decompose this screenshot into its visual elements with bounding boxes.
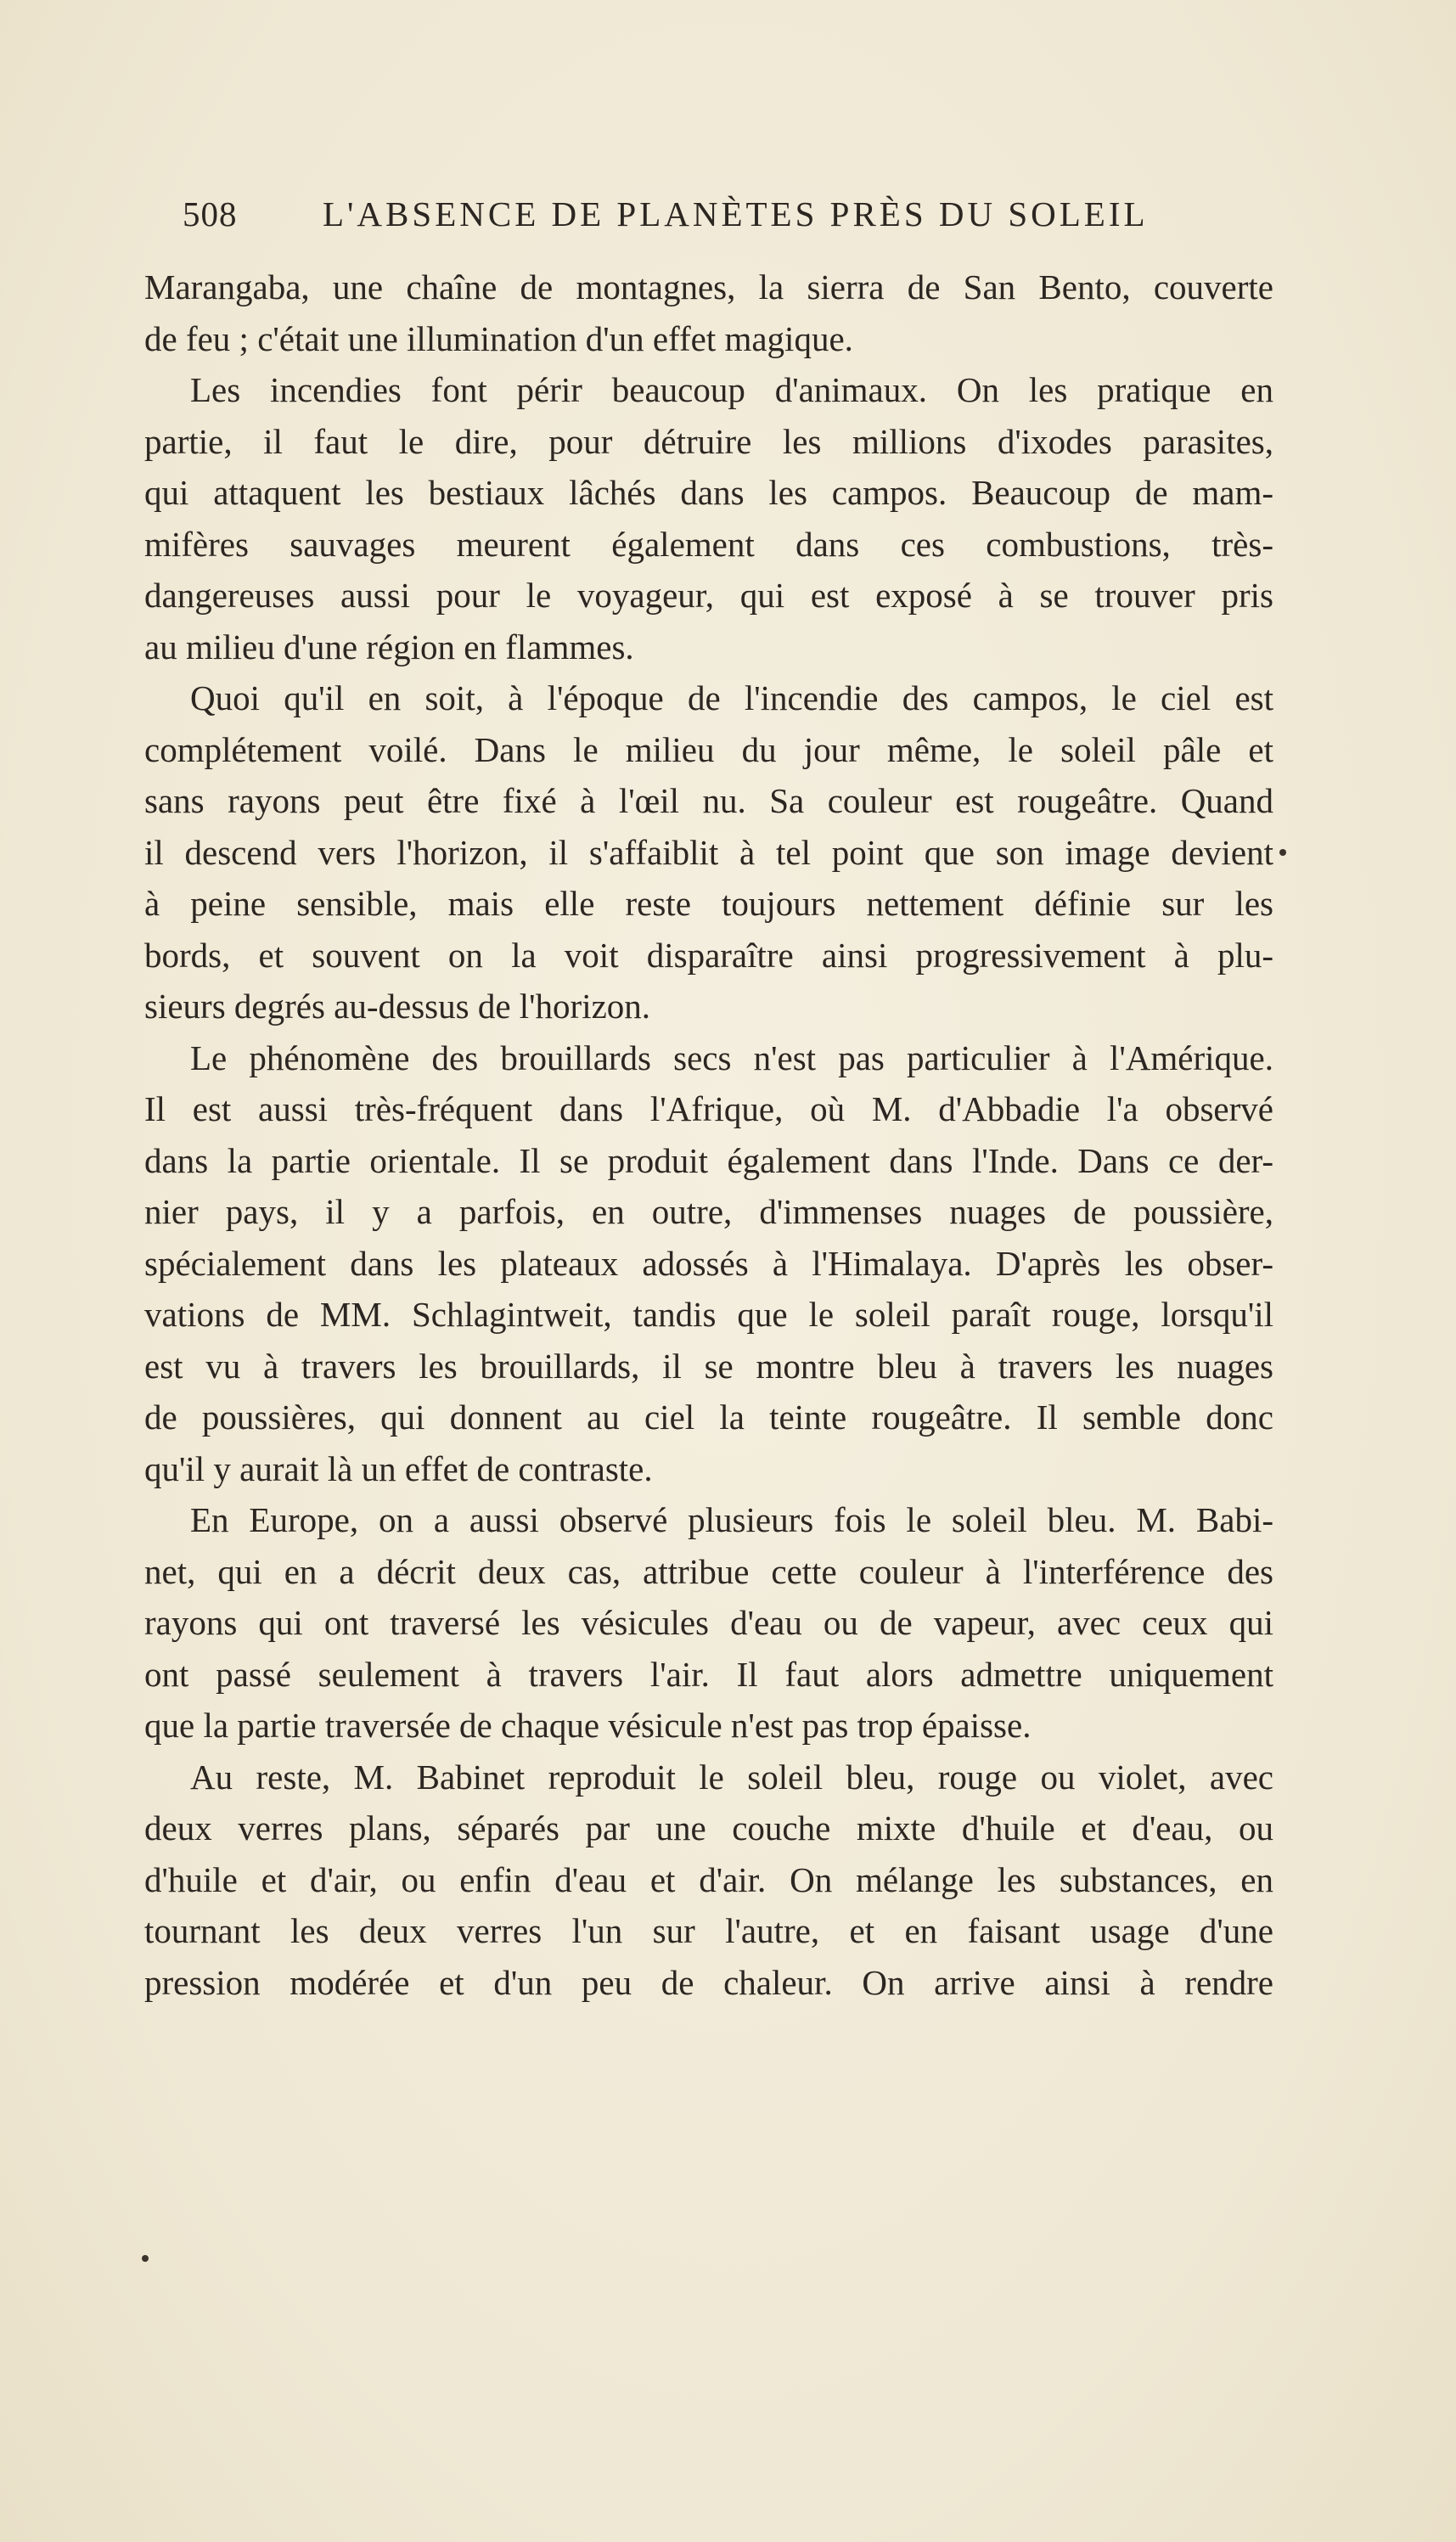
text-line: qu'il y aurait là un effet de contraste. [144, 1448, 653, 1488]
ink-speck [1279, 849, 1286, 856]
text-line: au milieu d'une région en flammes. [144, 627, 634, 666]
text-line: ont passé seulement à travers l'air. Il faut alors admettre uniquement [144, 1654, 1273, 1694]
text-line: qui attaquent les bestiaux lâchés dans les campos. Beaucoup de mam- [144, 473, 1273, 512]
text-line: complétement voilé. Dans le milieu du jour même, le soleil pâle et [144, 729, 1273, 769]
text-line: Marangaba, une chaîne de montagnes, la sierra de San Bento, couverte [144, 267, 1273, 307]
text-line: rayons qui ont traversé les vésicules d'eau ou de vapeur, avec ceux qui [144, 1603, 1273, 1642]
text-line: de feu ; c'était une illumination d'un effet magique. [144, 318, 853, 358]
text-line: mifères sauvages meurent également dans ces combustions, très- [144, 524, 1273, 564]
text-line: sieurs degrés au-dessus de l'horizon. [144, 987, 651, 1026]
text-line: bords, et souvent on la voit disparaître ainsi progressivement à plu- [144, 935, 1273, 975]
ink-speck [142, 2255, 149, 2262]
text-line: de poussières, qui donnent au ciel la teinte rougeâtre. Il semble donc [144, 1398, 1273, 1437]
text-line: tournant les deux verres l'un sur l'autre, et en faisant usage d'une [144, 1911, 1273, 1950]
text-line: Au reste, M. Babinet reproduit le soleil bleu, rouge ou violet, avec [190, 1757, 1273, 1797]
text-line: pression modérée et d'un peu de chaleur. On arrive ainsi à rendre [144, 1962, 1273, 2002]
text-line: partie, il faut le dire, pour détruire les millions d'ixodes parasites, [144, 421, 1273, 461]
text-line: à peine sensible, mais elle reste toujours nettement définie sur les [144, 884, 1273, 923]
text-line: Les incendies font périr beaucoup d'animaux. On les pratique en [190, 370, 1273, 409]
text-line: vations de MM. Schlagintweit, tandis que le soleil paraît rouge, lorsqu'il [144, 1295, 1273, 1334]
text-line: net, qui en a décrit deux cas, attribue cette couleur à l'interférence des [144, 1551, 1273, 1591]
text-line: spécialement dans les plateaux adossés à l'Himalaya. D'après les obser- [144, 1243, 1273, 1283]
text-line: dans la partie orientale. Il se produit également dans l'Inde. Dans ce der- [144, 1140, 1273, 1180]
text-line: Il est aussi très-fréquent dans l'Afrique, où M. d'Abbadie l'a observé [144, 1089, 1273, 1128]
text-line: Le phénomène des brouillards secs n'est pas particulier à l'Amérique. [190, 1038, 1273, 1077]
page-header [183, 194, 1278, 245]
body-text [144, 262, 1273, 2008]
text-line: deux verres plans, séparés par une couche mixte d'huile et d'eau, ou [144, 1808, 1273, 1847]
text-line: En Europe, on a aussi observé plusieurs fois le soleil bleu. M. Babi- [190, 1500, 1273, 1539]
text-line: d'huile et d'air, ou enfin d'eau et d'air. On mélange les substances, en [144, 1859, 1273, 1899]
page-number: 508 [183, 194, 238, 233]
running-title: L'ABSENCE DE PLANÈTES PRÈS DU SOLEIL [323, 194, 1149, 233]
text-line: sans rayons peut être fixé à l'œil nu. Sa couleur est rougeâtre. Quand [144, 781, 1273, 820]
text-line: est vu à travers les brouillards, il se montre bleu à travers les nuages [144, 1346, 1273, 1386]
text-line: nier pays, il y a parfois, en outre, d'immenses nuages de poussière, [144, 1192, 1273, 1231]
text-line: dangereuses aussi pour le voyageur, qui est exposé à se trouver pris [144, 576, 1273, 615]
text-line: il descend vers l'horizon, il s'affaiblit à tel point que son image devient [144, 832, 1273, 872]
text-line: que la partie traversée de chaque vésicule n'est pas trop épaisse. [144, 1706, 1032, 1745]
text-line: Quoi qu'il en soit, à l'époque de l'incendie des campos, le ciel est [190, 678, 1273, 717]
